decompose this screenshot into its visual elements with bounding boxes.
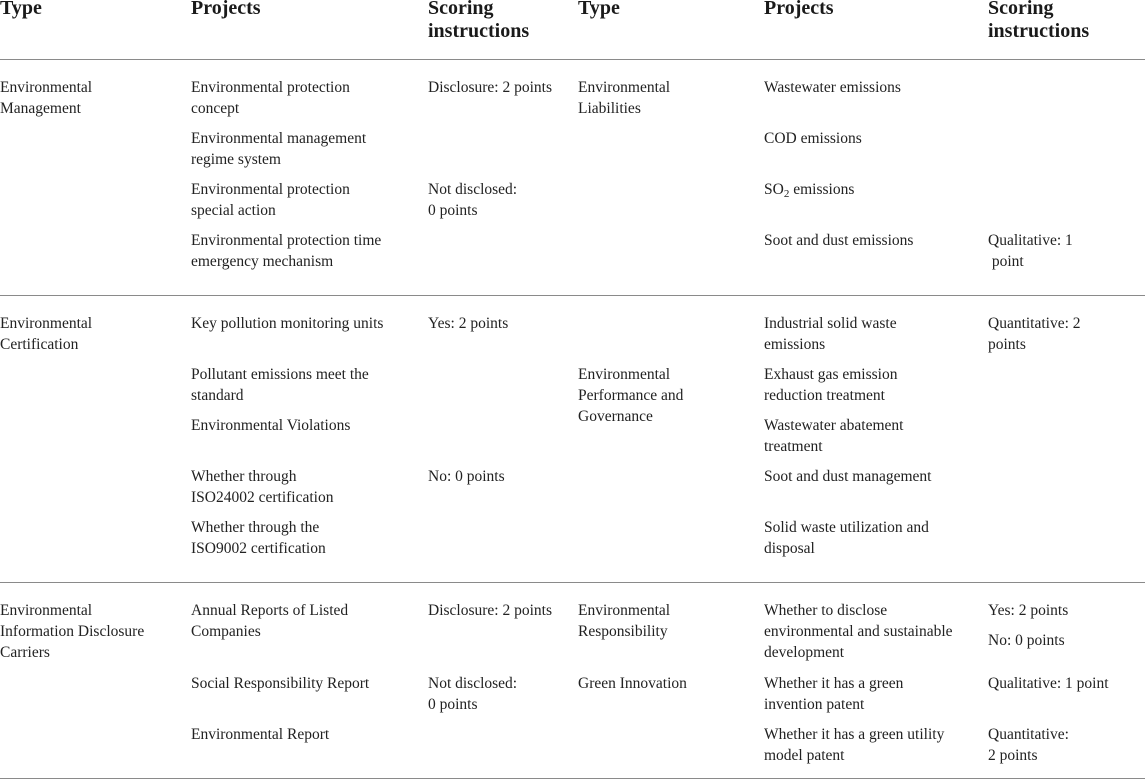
section2-right-scoring-line1: Quantitative: 2 [988,315,1081,332]
section1-type-line1: Environmental [0,79,93,96]
section3-project-2: Social Responsibility Report [191,675,370,692]
section3-right-project-1-line3: development [764,644,845,661]
section3-right-scoring-4-line2: 2 points [988,747,1038,764]
section2-right-project-5-line2: disposal [764,540,815,557]
header-scoring-right-line1: Scoring [988,0,1054,19]
section3-right-project-2-line2: invention patent [764,696,865,713]
section1-type-line2: Management [0,100,81,117]
header-projects-right: Projects [764,0,834,19]
section3-right-project-1-line1: Whether to disclose [764,602,888,619]
section2-right-type-line2: Performance and [578,387,684,404]
section2-project-5-line1: Whether through the [191,519,320,536]
section1-right-type-line1: Environmental [578,79,671,96]
section3-type-line1: Environmental [0,602,93,619]
header-type-right: Type [578,0,620,19]
section3-right-scoring-4-line1: Quantitative: [988,726,1069,743]
section3-right-scoring-3: Qualitative: 1 point [988,675,1109,692]
section1-right-type-line2: Liabilities [578,100,641,117]
section3-project-1-line2: Companies [191,623,261,640]
section2-project-4-line1: Whether through [191,468,297,485]
section3-right-scoring-2: No: 0 points [988,632,1065,649]
section1-right-project-2: COD emissions [764,130,862,147]
section3-right-project-2-line1: Whether it has a green [764,675,904,692]
section2-project-5-line2: ISO9002 certification [191,540,326,557]
section3-project-1-line1: Annual Reports of Listed [191,602,349,619]
section2-right-project-3-line1: Wastewater abatement [764,417,904,434]
section1-project-4-line1: Environmental protection time [191,232,382,249]
section1-project-4-line2: emergency mechanism [191,253,334,270]
section1-project-1-line2: concept [191,100,240,117]
header-scoring-left-line1: Scoring [428,0,494,19]
section3-right-project-3-line2: model patent [764,747,845,764]
section1-right-project-3: $SO_2$ emissions [764,181,855,200]
header-scoring-right-line2: instructions [988,20,1090,42]
header-projects-left: Projects [191,0,261,19]
section2-right-project-3-line2: treatment [764,438,823,455]
section2-right-scoring-line2: points [988,336,1026,353]
section1-project-2-line1: Environmental management [191,130,367,147]
section3-right-project-1-line2: environmental and sustainable [764,623,953,640]
section3-project-3: Environmental Report [191,726,330,743]
section2-project-4-line2: ISO24002 certification [191,489,334,506]
section3-type-line3: Carriers [0,644,50,661]
section3-right-type-2: Green Innovation [578,675,687,692]
section1-project-2-line2: regime system [191,151,281,168]
section1-scoring-1: Disclosure: 2 points [428,79,552,96]
header-rule [0,59,1145,60]
section1-rule [0,295,1145,296]
section2-right-type-line3: Governance [578,408,653,425]
section1-right-project-1: Wastewater emissions [764,79,901,96]
section3-type-line2: Information Disclosure [0,623,145,640]
section2-right-project-2-line2: reduction treatment [764,387,885,404]
section3-right-scoring-1: Yes: 2 points [988,602,1069,619]
section1-scoring-2-line2: 0 points [428,202,478,219]
header-type-left: Type [0,0,42,19]
section2-right-type-line1: Environmental [578,366,671,383]
section1-right-scoring-line2: point [988,253,1024,270]
section2-right-project-5-line1: Solid waste utilization and [764,519,929,536]
section3-right-type-1-line2: Responsibility [578,623,668,640]
section2-right-project-1-line1: Industrial solid waste [764,315,897,332]
header-scoring-left-line2: instructions [428,20,530,42]
section3-scoring-1: Disclosure: 2 points [428,602,552,619]
section2-right-project-4: Soot and dust management [764,468,932,485]
section2-rule [0,582,1145,583]
section2-project-3: Environmental Violations [191,417,351,434]
section2-type-line2: Certification [0,336,79,353]
section2-project-2-line2: standard [191,387,244,404]
section1-project-3-line1: Environmental protection [191,181,350,198]
section2-project-2-line1: Pollutant emissions meet the [191,366,369,383]
section2-project-1: Key pollution monitoring units [191,315,384,332]
section2-right-project-2-line1: Exhaust gas emission [764,366,898,383]
section1-scoring-2-line1: Not disclosed: [428,181,518,198]
section3-scoring-2-line2: 0 points [428,696,478,713]
section2-right-project-1-line2: emissions [764,336,826,353]
section2-scoring-1: Yes: 2 points [428,315,509,332]
section1-right-project-4: Soot and dust emissions [764,232,914,249]
section1-project-3-line2: special action [191,202,276,219]
section2-scoring-2: No: 0 points [428,468,505,485]
section1-project-1-line1: Environmental protection [191,79,350,96]
section3-scoring-2-line1: Not disclosed: [428,675,518,692]
section3-right-type-1-line1: Environmental [578,602,671,619]
section3-right-project-3-line1: Whether it has a green utility [764,726,945,743]
section2-type-line1: Environmental [0,315,93,332]
section1-right-scoring-line1: Qualitative: 1 [988,232,1073,249]
bottom-rule [0,778,1145,779]
